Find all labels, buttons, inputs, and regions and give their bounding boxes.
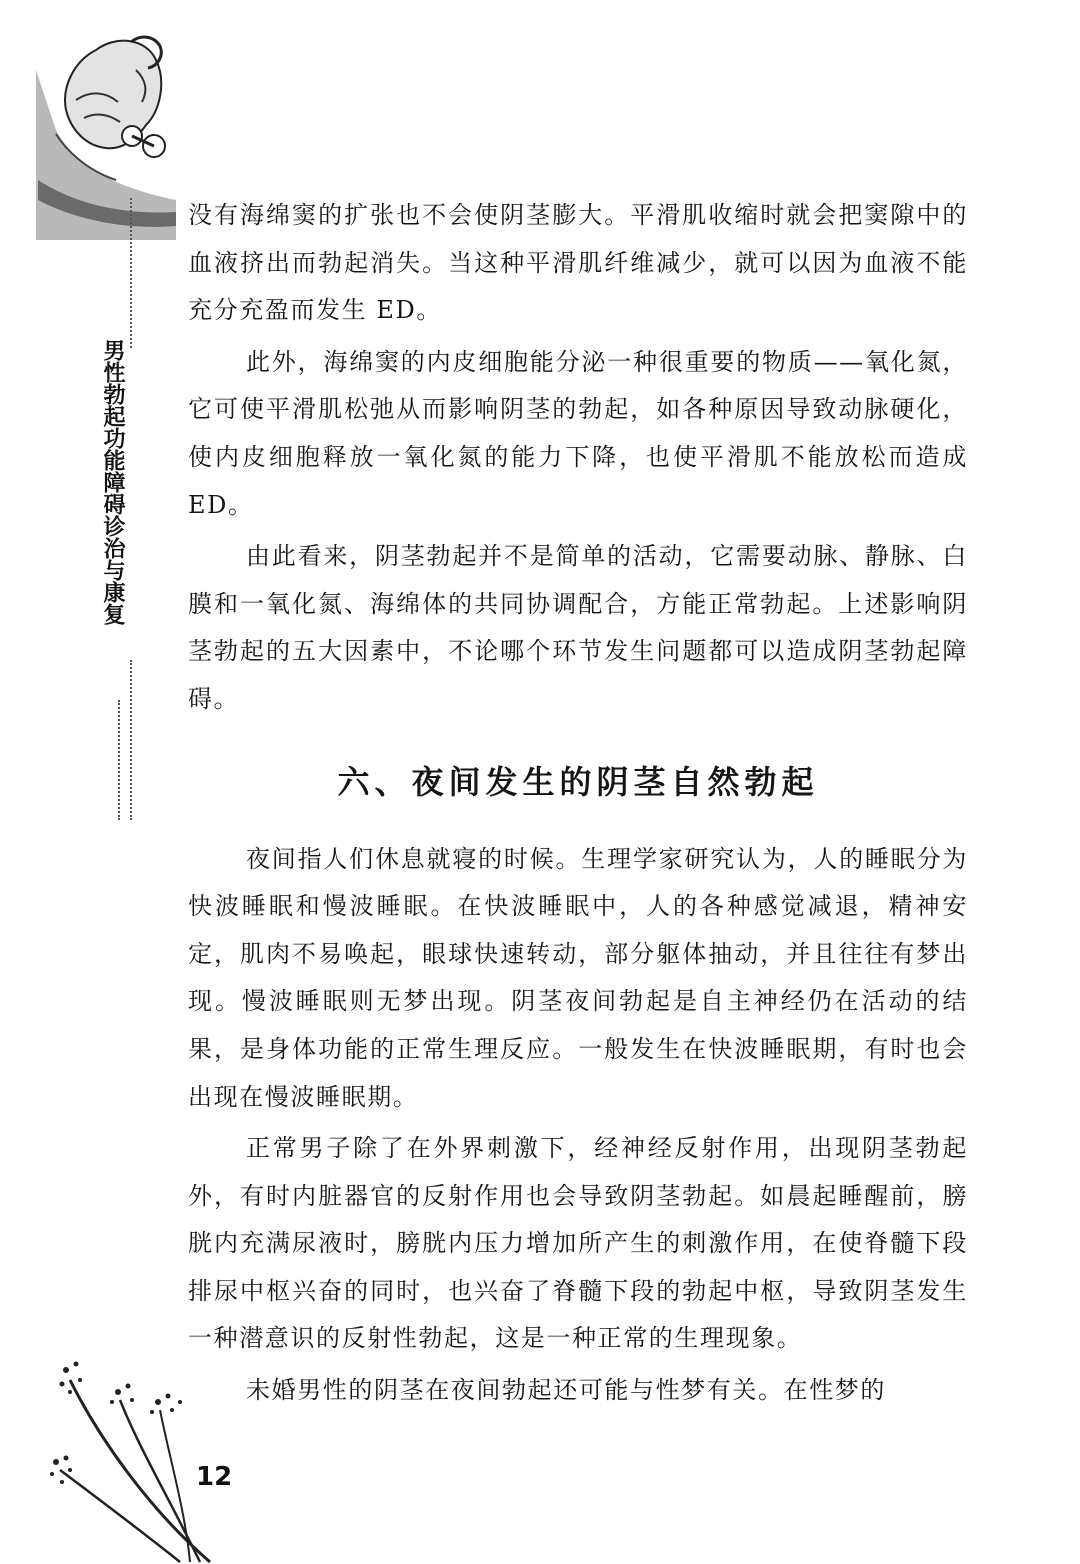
book-side-title: 男性勃起功能障碍诊治与康复: [100, 339, 125, 625]
paragraph-2: 此外，海绵窦的内皮细胞能分泌一种很重要的物质——氧化氮，它可使平滑肌松弛从而影响阴茎的勃起，如各种原因导致动脉硬化，使内皮细胞释放一氧化氮的能力下降，也使平滑肌不能放松而造成 ED。: [188, 347, 968, 519]
section-heading: 六、夜间发生的阴茎自然勃起: [337, 762, 819, 801]
flower-sprig-decoration: [40, 1340, 240, 1564]
paragraph-1: 没有海绵窦的扩张也不会使阴茎膨大。平滑肌收缩时就会把窦隙中的血液挤出而勃起消失。当这种平滑肌纤维减少，就可以因为血液不能充分充盈而发生 ED。: [188, 201, 968, 325]
paragraph-4: 夜间指人们休息就寝的时候。生理学家研究认为，人的睡眠分为快波睡眠和慢波睡眠。在快波睡眠中，人的各种感觉减退，精神安定，肌肉不易唤起，眼球快速转动，部分躯体抽动，并且往往有梦出现。慢波睡眠则无梦出现。阴茎夜间勃起是自主神经仍在活动的结果，是身体功能的正常生理反应。一般发生在快波睡眠期，有时也会出现在慢波睡眠期。: [188, 844, 968, 1111]
side-dotted-rule-lower: [118, 700, 120, 820]
paragraph-6: 未婚男性的阴茎在夜间勃起还可能与性梦有关。在性梦的: [246, 1376, 886, 1405]
side-dotted-rule-lower-2: [130, 660, 132, 820]
side-dotted-rule-upper: [130, 198, 132, 348]
paragraph-3: 由此看来，阴茎勃起并不是简单的活动，它需要动脉、静脉、白膜和一氧化氮、海绵体的共同协调配合，方能正常勃起。上述影响阴茎勃起的五大因素中，不论哪个环节发生问题都可以造成阴茎勃起障碍。: [188, 542, 968, 713]
paragraph-5: 正常男子除了在外界刺激下，经神经反射作用，出现阴茎勃起外，有时内脏器官的反射作用也会导致阴茎勃起。如晨起睡醒前，膀胱内充满尿液时，膀胱内压力增加所产生的刺激作用，在使脊髓下段排尿中枢兴奋的同时，也兴奋了脊髓下段的勃起中枢，导致阴茎发生一种潜意识的反射性勃起，这是一种正常的生理现象。: [188, 1134, 968, 1353]
strongman-illustration: [36, 30, 176, 240]
page-number: 12: [196, 1462, 233, 1492]
page-body: [188, 192, 968, 1415]
